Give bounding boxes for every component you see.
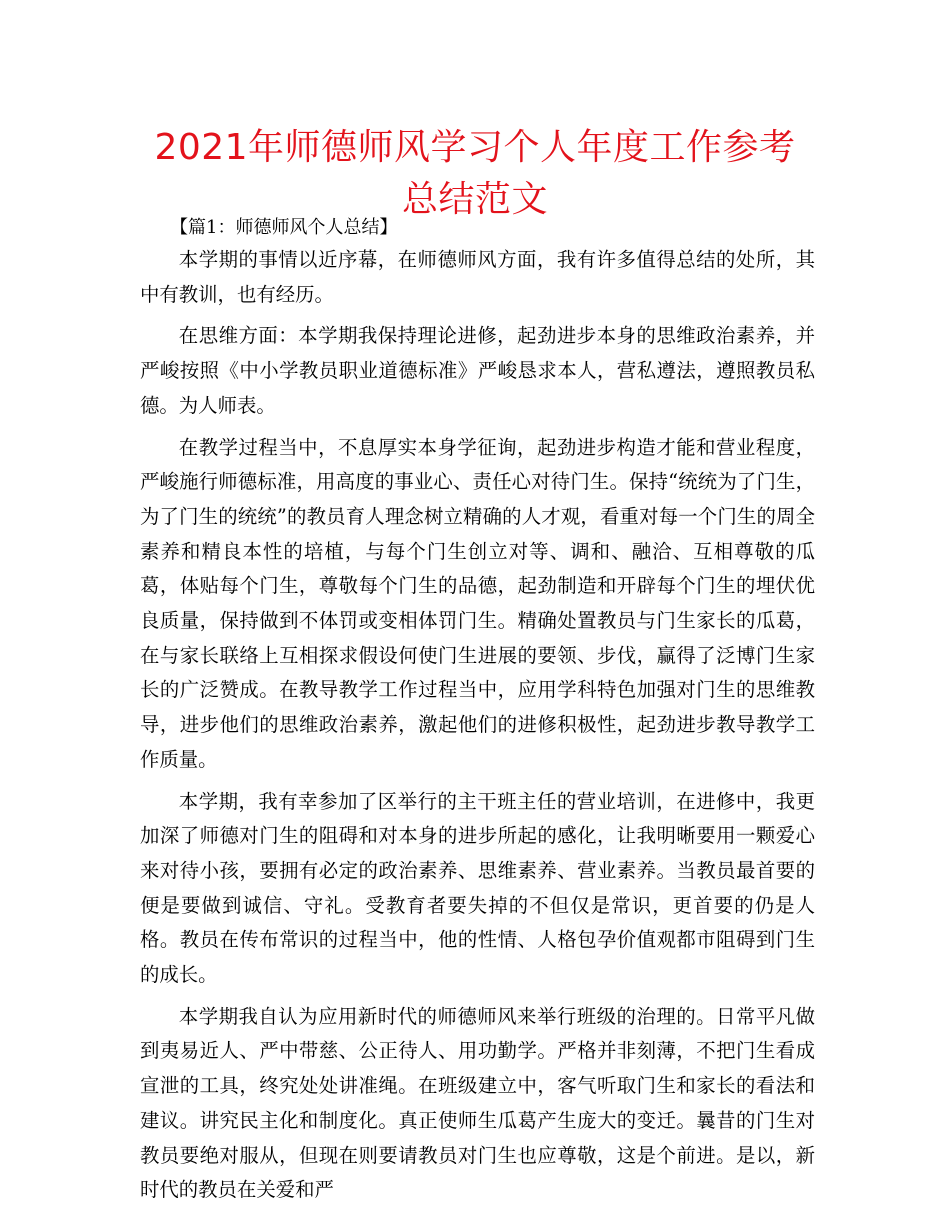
document-body: [140, 243, 815, 1215]
paragraph: 本学期的事情以近序幕，在师德师风方面，我有许多值得总结的处所，其中有教训，也有经历。: [140, 248, 815, 306]
paragraph: 在教学过程当中，不息厚实本身学征询，起劲进步构造才能和营业程度，严峻施行师德标准，用高度的事业心、责任心对待门生。保持“统统为了门生，为了门生的统统”的教员育人理念树立精确的人才观，看重对每一个门生的周全素养和精良本性的培植，与每个门生创立对等、调和、融洽、互相尊敬的瓜葛，体贴每个门生，尊敬每个门生的品德，起劲制造和开辟每个门生的埋伏优良质量，保持做到不体罚或变相体罚门生。精确处置教员与门生家长的瓜葛，在与家长联络上互相探求假设何使门生进展的要领、步伐，赢得了泛博门生家长的广泛赞成。在教导教学工作过程当中，应用学科特色加强对门生的思维教导，进步他们的思维政治素养，激起他们的进修积极性，起劲进步教导教学工作质量。: [140, 435, 815, 771]
section-heading: 【篇1：师德师风个人总结】: [170, 217, 398, 238]
paragraph: 本学期我自认为应用新时代的师德师风来举行班级的治理的。日常平凡做到夷易近人、严中带慈、公正待人、用功勤学。严格并非刻薄，不把门生看成宣泄的工具，终究处处讲准绳。在班级建立中，客气听取门生和家长的看法和建议。讲究民主化和制度化。真正使师生瓜葛产生庞大的变迁。曩昔的门生对教员要绝对服从，但现在则要请教员对门生也应尊敬，这是个前进。是以，新时代的教员在关爱和严: [140, 1004, 815, 1202]
paragraph: 在思维方面：本学期我保持理论进修，起劲进步本身的思维政治素养，并严峻按照《中小学教员职业道德标准》严峻恳求本人，营私遵法，遵照教员私德。为人师表。: [140, 324, 815, 417]
paragraph: 本学期，我有幸参加了区举行的主干班主任的营业培训，在进修中，我更加深了师德对门生的阻碍和对本身的进步所起的感化，让我明晰要用一颗爱心来对待小孩，要拥有必定的政治素养、思维素养、营业素养。当教员最首要的便是要做到诚信、守礼。受教育者要失掉的不但仅是常识，更首要的仍是人格。教员在传布常识的过程当中，他的性情、人格包孕价值观都市阻碍到门生的成长。: [140, 789, 815, 987]
document-title: 2021年师德师风学习个人年度工作参考总结范文: [154, 127, 796, 220]
